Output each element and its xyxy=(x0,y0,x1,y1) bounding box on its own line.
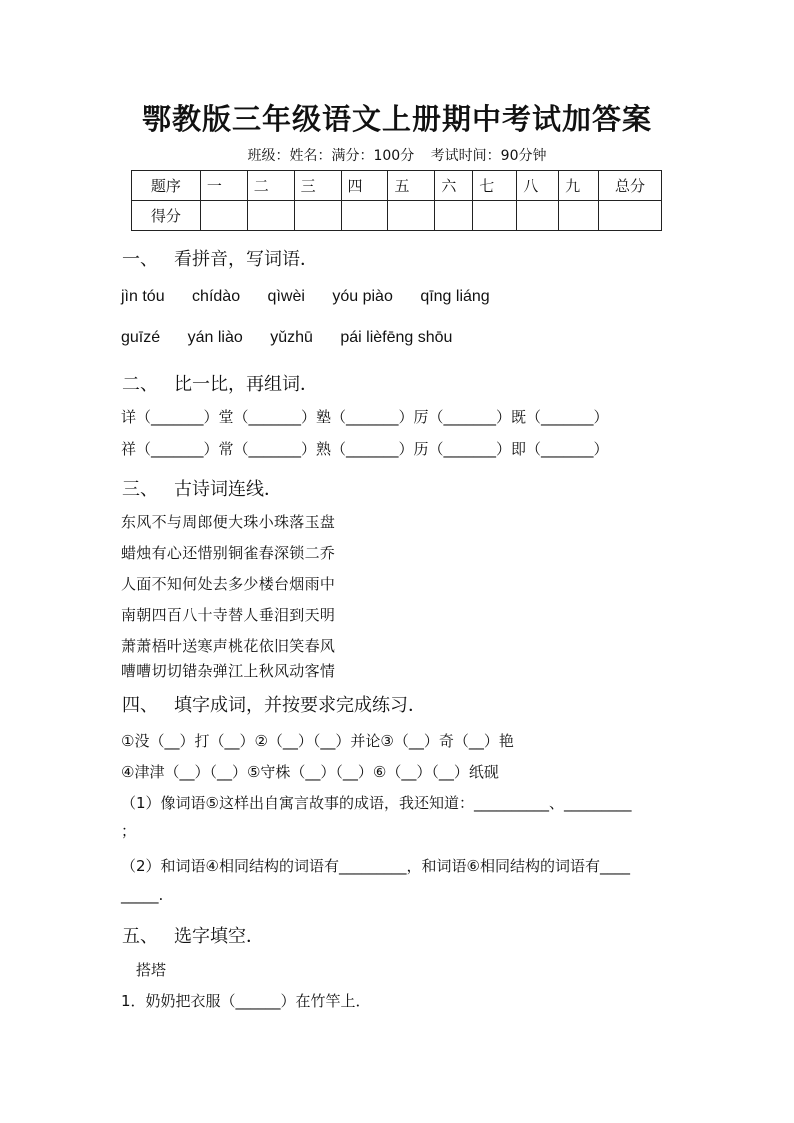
score-cell[interactable] xyxy=(341,201,388,231)
pinyin-item: yán liào xyxy=(187,329,243,346)
compare-row-2: 祥（_______）常（_______）熟（_______）历（_______）即（_______） xyxy=(121,440,609,458)
score-cell[interactable] xyxy=(517,201,559,231)
pinyin-item: yǔzhū xyxy=(270,329,313,346)
section-1-heading xyxy=(122,245,318,271)
question-1-continuation: ； xyxy=(121,822,137,840)
fill-words-row-1: ①没（__）打（__）②（__）（__）并论③（__）奇（__）艳 xyxy=(121,732,514,750)
score-header-cell: 七 xyxy=(473,171,517,201)
pinyin-item: jìn tóu xyxy=(121,288,165,305)
section-3-heading xyxy=(122,475,282,501)
section-number: 一、 xyxy=(122,249,158,270)
score-header-cell: 五 xyxy=(388,171,435,201)
score-row-label: 得分 xyxy=(132,201,201,231)
exam-info xyxy=(0,145,794,165)
poem-line: 萧萧梧叶送寒声桃花依旧笑春风 xyxy=(121,637,336,655)
score-table-score-row xyxy=(132,201,662,231)
score-cell[interactable] xyxy=(247,201,294,231)
section-5-heading xyxy=(122,922,264,948)
section-number: 二、 xyxy=(122,374,158,395)
section-number: 五、 xyxy=(122,926,158,947)
score-header-cell: 六 xyxy=(435,171,473,201)
score-header-cell: 八 xyxy=(517,171,559,201)
fill-words-row-2: ④津津（__）（__）⑤守株（__）（__）⑥（__）（__）纸砚 xyxy=(121,763,499,781)
pinyin-item: qīng liáng xyxy=(420,288,490,305)
pinyin-item: chídào xyxy=(192,288,241,305)
score-cell[interactable] xyxy=(294,201,341,231)
score-cell[interactable] xyxy=(599,201,662,231)
score-header-cell: 一 xyxy=(200,171,247,201)
score-header-cell: 三 xyxy=(294,171,341,201)
score-cell[interactable] xyxy=(435,201,473,231)
exam-time-info: 考试时间：90分钟 xyxy=(430,148,547,164)
question-1-line: （1）像词语⑤这样出自寓言故事的成语，我还知道：__________、_________ xyxy=(121,794,632,812)
section-number: 四、 xyxy=(122,695,158,716)
score-header-cell: 题序 xyxy=(132,171,201,201)
score-cell[interactable] xyxy=(388,201,435,231)
poem-line: 南朝四百八十寺替人垂泪到天明 xyxy=(121,606,336,624)
section-title: 选字填空． xyxy=(174,926,264,947)
pinyin-item: pái lièfēng shōu xyxy=(340,329,453,346)
choice-characters: 搭塔 xyxy=(136,961,167,979)
section-4-heading xyxy=(122,691,426,717)
poem-line: 嘈嘈切切错杂弹江上秋风动客情 xyxy=(121,662,336,680)
score-table xyxy=(131,170,662,231)
poem-line: 人面不知何处去多少楼台烟雨中 xyxy=(121,575,336,593)
pinyin-item: qìwèi xyxy=(267,288,305,305)
page-title: 鄂教版三年级语文上册期中考试加答案 xyxy=(141,102,652,136)
pinyin-item: yóu piào xyxy=(332,288,393,305)
section-5-question-1: 1．奶奶把衣服（______）在竹竿上． xyxy=(121,992,371,1010)
pinyin-row-2 xyxy=(121,329,475,347)
section-title: 比一比，再组词． xyxy=(174,374,318,395)
section-2-heading xyxy=(122,370,318,396)
question-2-continuation: _____. xyxy=(121,886,164,904)
section-number: 三、 xyxy=(122,479,158,500)
score-cell[interactable] xyxy=(473,201,517,231)
poem-line: 蜡烛有心还惜别铜雀春深锁二乔 xyxy=(121,544,336,562)
section-title: 填字成词，并按要求完成练习． xyxy=(174,695,426,716)
question-2-line: （2）和词语④相同结构的词语有_________，和词语⑥相同结构的词语有____ xyxy=(121,857,630,875)
score-cell[interactable] xyxy=(559,201,599,231)
class-name-score-info: 班级：姓名：满分：100分 xyxy=(247,148,415,164)
score-header-cell: 四 xyxy=(341,171,388,201)
score-table-header-row xyxy=(132,171,662,201)
compare-row-1: 详（_______）堂（_______）塾（_______）厉（_______）既（_______） xyxy=(121,408,609,426)
score-header-cell: 总分 xyxy=(599,171,662,201)
pinyin-row-1 xyxy=(121,288,513,306)
pinyin-item: guīzé xyxy=(121,329,161,346)
section-title: 看拼音，写词语． xyxy=(174,249,318,270)
section-title: 古诗词连线． xyxy=(174,479,282,500)
score-header-cell: 九 xyxy=(559,171,599,201)
poem-line: 东风不与周郎便大珠小珠落玉盘 xyxy=(121,513,336,531)
score-header-cell: 二 xyxy=(247,171,294,201)
score-cell[interactable] xyxy=(200,201,247,231)
